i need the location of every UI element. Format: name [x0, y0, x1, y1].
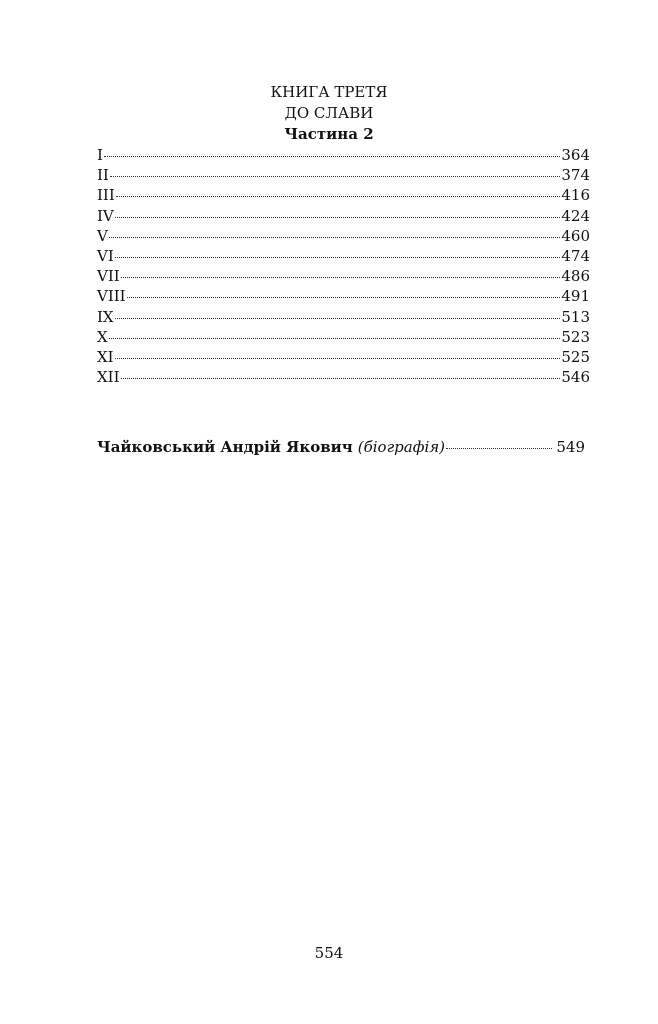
- toc-entry[interactable]: [97, 246, 590, 266]
- toc-page-number: 374: [561, 166, 590, 185]
- toc-leader-dots: [104, 156, 560, 157]
- toc-page-number: 486: [561, 267, 590, 286]
- toc-chapter-number: IV: [97, 206, 114, 225]
- toc-entry[interactable]: [97, 165, 590, 185]
- toc-chapter-number: I: [97, 146, 103, 164]
- toc-chapter-number: X: [97, 327, 108, 346]
- toc-leader-dots: [127, 297, 561, 298]
- toc-entry[interactable]: [97, 286, 590, 306]
- toc-entry[interactable]: [97, 226, 590, 246]
- toc-page-number: 513: [561, 307, 590, 326]
- toc-chapter-number: VIII: [97, 287, 126, 306]
- toc-leader-dots: [115, 358, 561, 359]
- toc-page-number: 416: [561, 186, 590, 205]
- book-heading: КНИГА ТРЕТЯ: [270, 83, 388, 101]
- toc-leader-dots: [446, 448, 552, 449]
- author-name: Чайковський Андрій Якович: [97, 438, 353, 456]
- toc-chapter-number: III: [97, 186, 115, 205]
- toc-page-number: 523: [561, 327, 590, 346]
- toc-page-number: 424: [561, 206, 590, 225]
- toc-leader-dots: [116, 196, 561, 197]
- toc-leader-dots: [115, 257, 561, 258]
- toc-page-number: 491: [561, 287, 590, 306]
- biography-entry[interactable]: [97, 437, 585, 457]
- toc-chapter-number: IX: [97, 307, 114, 326]
- page-number: 554: [314, 944, 344, 962]
- toc-leader-dots: [109, 237, 561, 238]
- toc-chapter-number: V: [97, 226, 108, 245]
- toc-entry[interactable]: [97, 327, 590, 347]
- toc-page-number: 460: [561, 226, 590, 245]
- toc-leader-dots: [121, 277, 561, 278]
- biography-page-number: 549: [556, 438, 585, 456]
- biography-note: (біографія): [357, 438, 446, 456]
- toc-leader-dots: [121, 378, 561, 379]
- part-heading: Частина 2: [284, 125, 374, 143]
- toc-leader-dots: [109, 338, 561, 339]
- toc-chapter-number: II: [97, 166, 109, 185]
- toc-chapter-number: VI: [97, 246, 114, 265]
- toc-page-number: 474: [561, 246, 590, 265]
- toc-chapter-number: VII: [97, 267, 120, 286]
- toc-page-number: 525: [561, 347, 590, 366]
- toc-leader-dots: [110, 176, 561, 177]
- toc-page-number: 546: [561, 368, 590, 387]
- toc-page-number: 364: [561, 146, 590, 164]
- toc-entry[interactable]: [97, 206, 590, 226]
- toc-entry[interactable]: [97, 367, 590, 387]
- toc-entry[interactable]: [97, 266, 590, 286]
- toc-leader-dots: [115, 318, 561, 319]
- toc-entry[interactable]: [97, 347, 590, 367]
- table-of-contents: [97, 145, 590, 387]
- toc-entry[interactable]: [97, 185, 590, 205]
- toc-entry[interactable]: [97, 307, 590, 327]
- toc-entry[interactable]: [97, 145, 590, 165]
- book-title: ДО СЛАВИ: [284, 104, 374, 122]
- toc-chapter-number: XII: [97, 368, 120, 387]
- toc-leader-dots: [115, 217, 561, 218]
- toc-chapter-number: XI: [97, 347, 114, 366]
